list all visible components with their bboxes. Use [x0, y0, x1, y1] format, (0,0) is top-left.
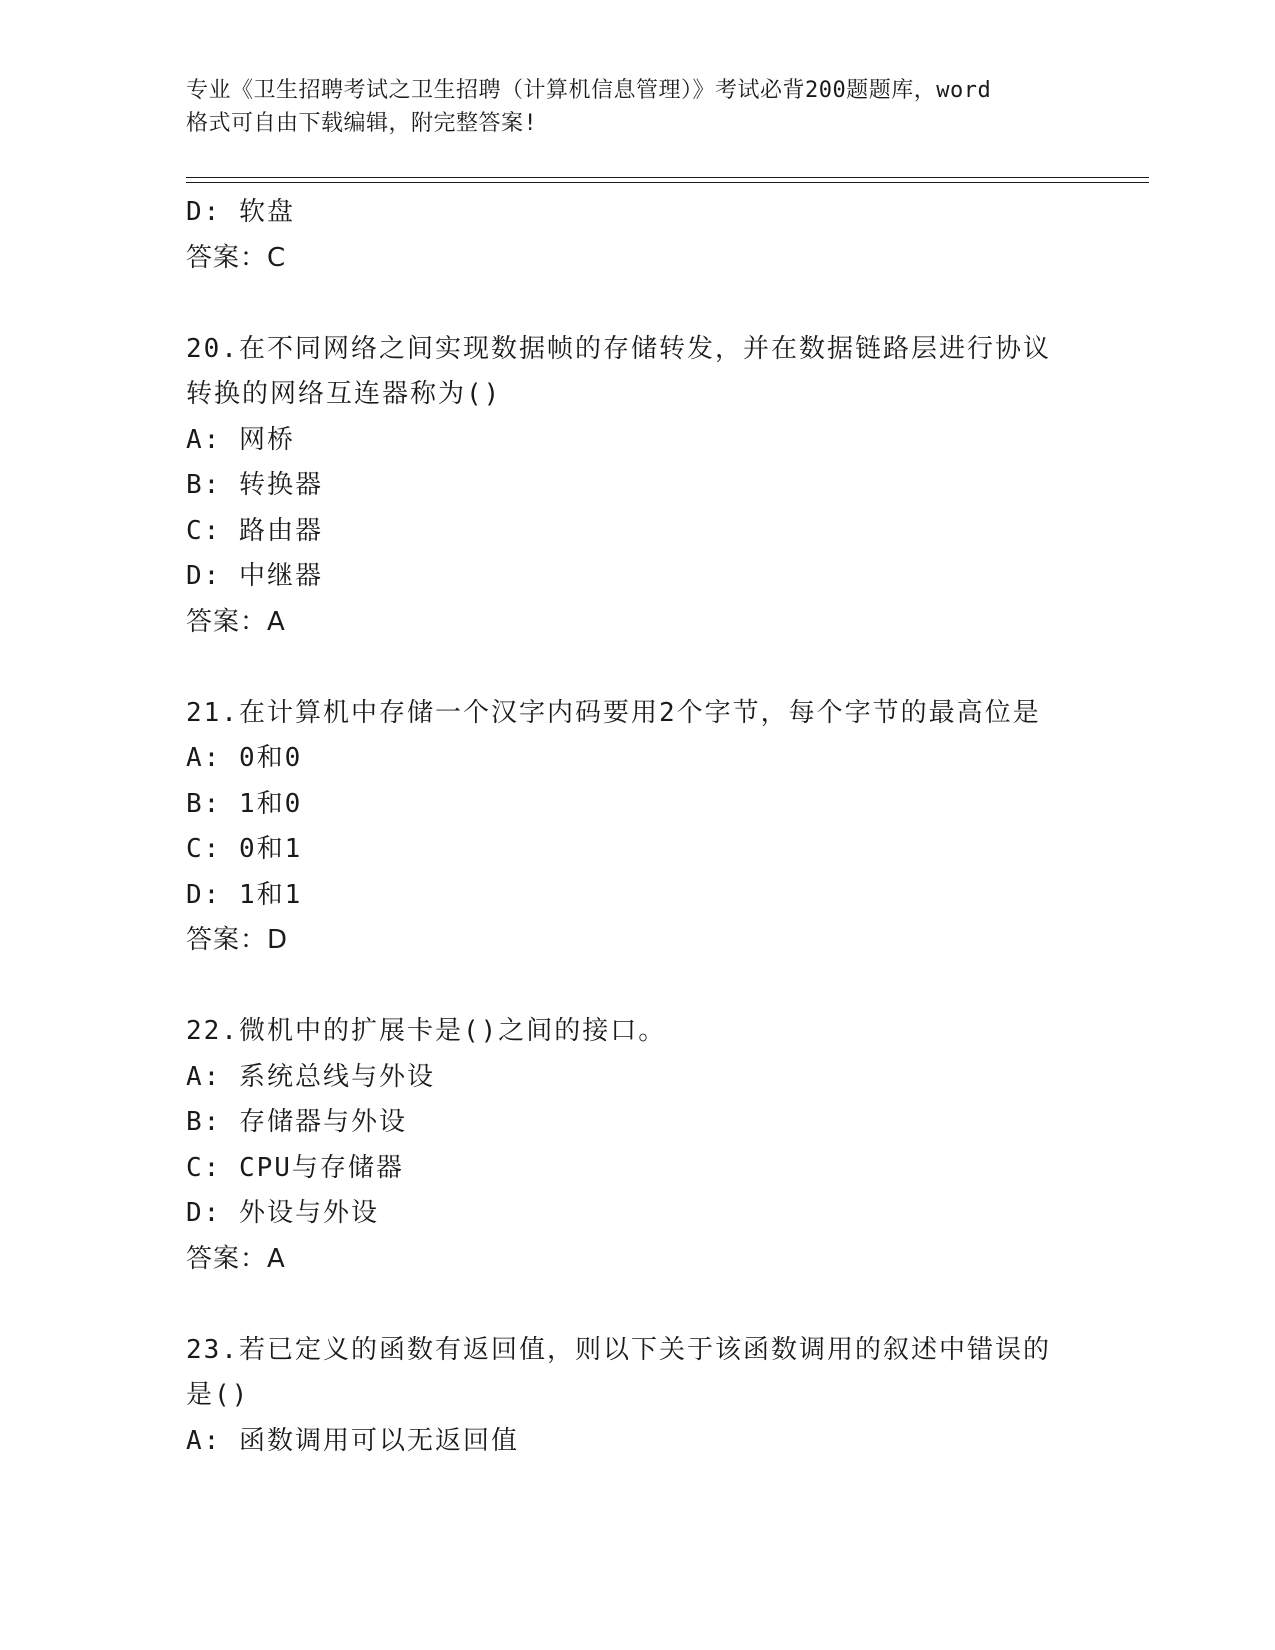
question-text-continued: 转换的网络互连器称为() — [186, 379, 502, 409]
option-b: B: 1和0 — [186, 788, 303, 819]
document-body — [186, 190, 1086, 1464]
question-text: 21.在计算机中存储一个汉字内码要用2个字节，每个字节的最高位是 — [186, 697, 1041, 728]
question-text: 20.在不同网络之间实现数据帧的存储转发，并在数据链路层进行协议 — [186, 333, 1051, 364]
spacer — [186, 281, 1086, 327]
question-text: 23.若已定义的函数有返回值，则以下关于该函数调用的叙述中错误的 — [186, 1334, 1051, 1365]
question-22 — [186, 1009, 1086, 1282]
option-b: B: 存储器与外设 — [186, 1107, 407, 1137]
answer: 答案：C — [186, 242, 287, 273]
option-a: A: 0和0 — [186, 743, 303, 773]
option-a: A: 函数调用可以无返回值 — [186, 1425, 519, 1456]
header-divider-bottom — [186, 182, 1149, 183]
option-a: A: 系统总线与外设 — [186, 1061, 435, 1092]
answer: 答案：D — [186, 925, 289, 955]
question-23 — [186, 1328, 1086, 1465]
header-line-2: 格式可自由下载编辑，附完整答案! — [186, 111, 538, 136]
question-19-tail — [186, 190, 1086, 281]
option-c: C: 0和1 — [186, 834, 303, 864]
header-line-1: 专业《卫生招聘考试之卫生招聘（计算机信息管理）》考试必背200题题库，word — [186, 78, 992, 103]
option-c: C: 路由器 — [186, 515, 323, 546]
answer: 答案：A — [186, 606, 286, 637]
spacer — [186, 1282, 1086, 1328]
question-21 — [186, 691, 1086, 964]
question-text-continued: 是() — [186, 1380, 250, 1410]
answer: 答案：A — [186, 1243, 286, 1274]
option-b: B: 转换器 — [186, 470, 323, 500]
option-d: D: 软盘 — [186, 197, 295, 227]
header-divider-top — [186, 177, 1149, 178]
option-d: D: 中继器 — [186, 561, 323, 591]
option-c: C: CPU与存储器 — [186, 1152, 404, 1183]
spacer — [186, 645, 1086, 691]
document-header — [186, 74, 1086, 140]
option-a: A: 网桥 — [186, 424, 295, 455]
option-d: D: 1和1 — [186, 879, 303, 910]
option-d: D: 外设与外设 — [186, 1198, 379, 1228]
spacer — [186, 964, 1086, 1010]
question-20 — [186, 327, 1086, 646]
question-text: 22.微机中的扩展卡是()之间的接口。 — [186, 1016, 667, 1046]
